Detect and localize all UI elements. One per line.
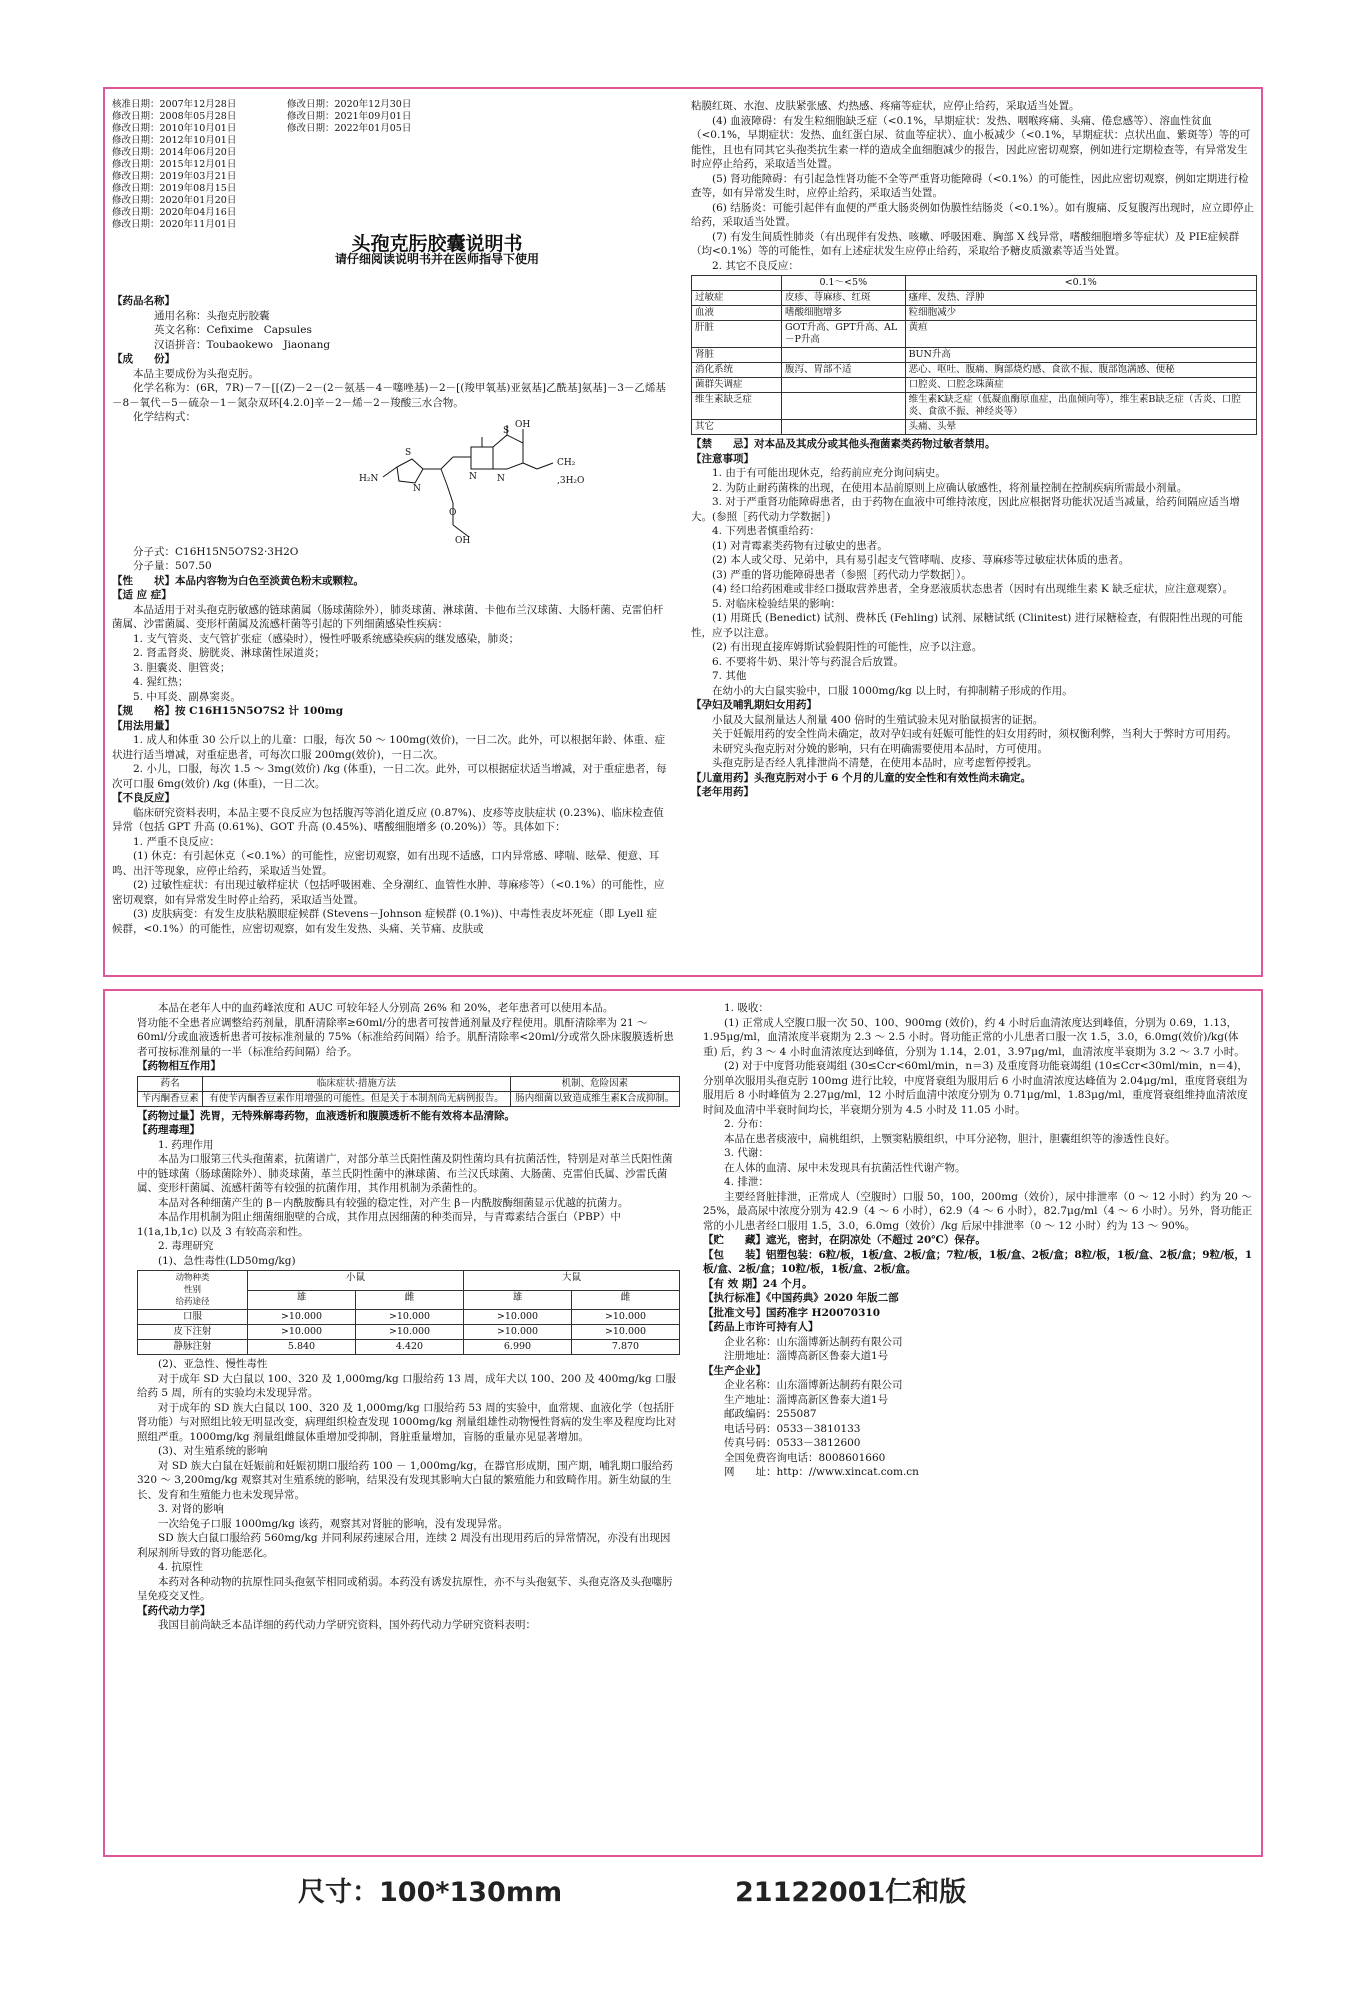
section-heading: 【禁 忌】对本品及其成分或其他头孢菌素类药物过敏者禁用。 <box>691 438 996 450</box>
paragraph: 对 SD 族大白鼠在妊娠前和妊娠初期口服给药 100 － 1,000mg/kg，在器官形成期，围产期，哺乳期口服给药 320 ～ 3,200mg/kg 观察其对生殖系统的影响，结果没有发现其影响大白鼠的繁殖能力和致畸作用。新生幼鼠的生长、发育和生殖能力也未发现异常。 <box>137 1459 673 1501</box>
paragraph: 小鼠及大鼠剂量达人剂量 400 倍时的生殖试验未见对胎鼠损害的证据。 <box>712 713 1044 726</box>
paragraph: 6. 不要将牛奶、果汁等与药混合后放置。 <box>712 655 904 668</box>
section-heading: 【执行标准】《中国药典》2020 年版二部 <box>703 1292 899 1304</box>
revision-date: 修改日期：2020年04月16日 <box>112 207 237 218</box>
revision-date: 修改日期：2010年10月01日 <box>112 123 237 134</box>
corner-label: 性别 <box>183 1285 201 1295</box>
version-label: 21122001仁和版 <box>735 1877 967 1908</box>
table-header-cell: 机制、危险因素 <box>510 1076 679 1091</box>
svg-text:H₂N: H₂N <box>359 473 379 484</box>
paragraph: 本品主要成份为头孢克肟。 <box>133 367 259 380</box>
paragraph: 5. 中耳炎、副鼻窦炎。 <box>133 690 241 703</box>
svg-text:OH: OH <box>515 419 531 430</box>
revision-date: 修改日期：2020年12月30日 <box>287 99 412 110</box>
revision-date <box>287 147 477 159</box>
paragraph: 1. 支气管炎、支气管扩张症（感染时），慢性呼吸系统感染疾病的继发感染，肺炎； <box>133 632 520 645</box>
paragraph: 对于成年 SD 大白鼠以 100、320 及 1,000mg/kg 口服给药 13 周，成年犬以 100、200 及 400mg/kg 口服给药 5 周，所有的实验均未发现异常。 <box>137 1372 676 1399</box>
table-cell <box>782 420 906 435</box>
paragraph: (2) 过敏性症状：有出现过敏样症状（包括呼吸困难、全身潮红、血管性水肿、荨麻疹等）（<0.1%）的可能性，应密切观察，如有异常发生时停止给药，采取适当处置。 <box>112 879 665 906</box>
paragraph: 2. 其它不良反应： <box>712 259 799 272</box>
table-cell: 血液 <box>692 306 782 321</box>
corner-label: 给药途径 <box>175 1297 210 1307</box>
revision-date <box>287 195 477 207</box>
paragraph: 本药对各种动物的抗原性同头孢氨苄相同或稍弱。本药没有诱发抗原性，亦不与头孢氨苄、头孢克洛及头孢噻肟呈免疫交叉性。 <box>137 1575 673 1602</box>
paragraph: 在人体的血清、尿中未发现具有抗菌活性代谢产物。 <box>724 1161 966 1174</box>
document-title: 头孢克肟胶囊说明书 <box>351 233 523 255</box>
paragraph: 未研究头孢克肟对分娩的影响，只有在明确需要使用本品时，方可使用。 <box>712 742 1048 755</box>
svg-text:N: N <box>497 473 505 484</box>
paragraph: (2) 对于中度肾功能衰竭组 (30≤Ccr<60ml/min，n＝3) 及重度肾功能衰竭组 (10≤Ccr<30ml/min，n＝4)，分别单次服用头孢克肟 100mg 进行比较，中度肾衰组为服用后 6 小时血清浓度达峰值为 2.04μg/ml，重度肾衰组为服用后 8 小时峰值为 2.27μg/ml，12 小时后血清中浓度分别为 0.71μg/ml，1.83μg/ml，重度肾衰组维持血清浓度时间及血清中半衰时间均长，半衰期分别为 4.5 小时及 11.05 小时。 <box>703 1060 1248 1116</box>
table-cell: 肝脏 <box>692 321 782 348</box>
table-cell: 肾脏 <box>692 348 782 363</box>
paragraph: 1. 成人和体重 30 公斤以上的儿童：口服，每次 50 ～ 100mg(效价)，一日二次。此外，可以根据年龄、体重、症状进行适当增减，对重症患者，可每次口服 200mg(效价)，一日二次。 <box>112 734 666 761</box>
paragraph: 4. 抗原性 <box>158 1561 203 1573</box>
paragraph: 2. 分布： <box>724 1118 769 1130</box>
table-row <box>692 321 1257 348</box>
revision-date: 修改日期：2021年09月01日 <box>287 111 412 122</box>
paragraph: 本品适用于对头孢克肟敏感的链球菌属（肠球菌除外），肺炎球菌、淋球菌、卡他布兰汉球菌、大肠杆菌、克雷伯杆菌属、沙雷菌属、变形杆菌属及流感杆菌等引起的下列细菌感染性疾病： <box>112 603 664 630</box>
table-cell: 皮下注射 <box>138 1325 248 1340</box>
revision-date: 修改日期：2012年10月01日 <box>112 135 237 146</box>
table-cell <box>782 393 906 420</box>
paragraph: 生产地址：淄博高新区鲁泰大道1号 <box>724 1393 889 1406</box>
table-cell: 恶心、呕吐、腹痛、胸部烧灼感、食欲不振、腹部饱满感、便秘 <box>905 363 1256 378</box>
paragraph: 1. 吸收： <box>724 1002 769 1014</box>
adverse-reactions-continued <box>691 99 1257 273</box>
table-cell: >10.000 <box>572 1325 680 1340</box>
corner-label: 动物种类 <box>175 1273 210 1283</box>
table-cell <box>782 378 906 393</box>
table-row <box>138 1310 680 1325</box>
section-heading: 【性 状】本品内容物为白色至淡黄色粉末或颗粒。 <box>112 574 364 587</box>
section-heading: 【成 份】 <box>112 353 175 365</box>
table-cell: 菌群失调症 <box>692 378 782 393</box>
paragraph: 全国免费咨询电话：8008601660 <box>724 1451 886 1464</box>
paragraph: 1. 严重不良反应： <box>133 835 220 848</box>
paragraph: 企业名称：山东淄博新达制药有限公司 <box>724 1379 903 1391</box>
revision-date <box>287 183 477 195</box>
table-row <box>692 291 1257 306</box>
table-cell: 维生素K缺乏症（低凝血酶原血症，出血倾向等），维生素B缺乏症（舌炎、口腔炎、食欲不振、神经炎等） <box>905 393 1256 420</box>
paragraph: (1) 正常成人空腹口服一次 50、100、900mg (效价)，约 4 小时后血清浓度达到峰值，分别为 0.69，1.13，1.95μg/ml，血清浓度半衰期为 2.3 ～ 2.5 小时。肾功能正常的小儿患者口服一次 1.5，3.0，6.0mg(效价)/kg(体重) 后，约 3 ～ 4 小时血清浓度达到峰值，分别为 1.14，2.01，3.97μg/ml，血清浓度半衰期为 3.2 ～ 3.7 小时。 <box>703 1016 1245 1058</box>
table-cell: 有使苄丙酮香豆素作用增强的可能性。但是关于本制剂尚无病例报告。 <box>203 1091 510 1106</box>
table-row <box>692 420 1257 435</box>
section-heading: 【用法用量】 <box>112 719 175 732</box>
paragraph: 5. 对临床检验结果的影响： <box>712 597 841 610</box>
paragraph: 企业名称：山东淄博新达制药有限公司 <box>724 1335 903 1348</box>
adverse-reaction-table <box>691 275 1257 435</box>
table-cell: >10.000 <box>356 1325 464 1340</box>
table-cell: 6.990 <box>464 1340 572 1355</box>
revision-date: 修改日期：2008年05月28日 <box>112 111 237 122</box>
revision-date: 修改日期：2020年11月01日 <box>112 219 237 230</box>
table-cell: >10.000 <box>248 1310 356 1325</box>
table-header-cell <box>692 276 782 291</box>
paragraph: 通用名称：头孢克肟胶囊 <box>154 309 270 322</box>
section-heading: 【药物过量】洗胃，无特殊解毒药物，血液透析和腹膜透析不能有效将本品清除。 <box>137 1109 515 1122</box>
overdose-and-pharmacology <box>137 1109 680 1269</box>
section-heading: 【有 效 期】24 个月。 <box>703 1277 813 1290</box>
section-heading: 【不良反应】 <box>112 792 175 804</box>
column-3 <box>137 1001 680 1633</box>
table-header-cell: 雌 <box>572 1290 680 1310</box>
section-heading: 【贮 藏】遮光，密封，在阴凉处（不超过 20℃）保存。 <box>703 1234 986 1246</box>
table-header-cell: 雌 <box>356 1290 464 1310</box>
paragraph: (1) 休克：有引起休克（<0.1%）的可能性，应密切观察，如有出现不适感，口内异常感、哮喘、眩晕、便意、耳鸣、出汗等现象，应停止给药，采取适当处置。 <box>112 850 660 877</box>
chemical-structure <box>112 419 667 546</box>
paragraph: 4. 下列患者慎重给药： <box>712 525 820 537</box>
paragraph: 3. 代谢： <box>724 1147 769 1159</box>
paragraph: (6) 结肠炎：可能引起伴有血便的严重大肠炎例如伪膜性结肠炎（<0.1%）。如有腹痛、反复腹泻出现时，应立即停止给药，采取适当处置。 <box>691 201 1254 228</box>
svg-text:O: O <box>449 507 457 518</box>
paragraph: 本品对各种细菌产生的 β－内酰胺酶具有较强的稳定性，对产生 β－内酰胺酶细菌显示优越的抗菌力。 <box>158 1196 629 1209</box>
table-row <box>138 1091 680 1106</box>
revision-date: 修改日期：2019年08月15日 <box>112 183 237 194</box>
table-cell: 口服 <box>138 1310 248 1325</box>
paragraph: 2. 肾盂肾炎、膀胱炎、淋球菌性尿道炎； <box>133 647 325 659</box>
table-header-cell: 临床症状·措施方法 <box>203 1076 510 1091</box>
table-header-cell: 雄 <box>464 1290 572 1310</box>
table-cell: 头痛、头晕 <box>905 420 1256 435</box>
revision-date: 核准日期：2007年12月28日 <box>112 99 237 110</box>
table-cell: 皮疹、荨麻疹、红斑 <box>782 291 906 306</box>
paragraph: 本品作用机制为阻止细菌细胞壁的合成，其作用点因细菌的种类而异，与青霉素结合蛋白（PBP）中 1(1a,1b,1c) 以及 3 有较高亲和性。 <box>137 1211 621 1238</box>
svg-text:S: S <box>405 447 412 458</box>
table-header-cell: 雄 <box>248 1290 356 1310</box>
paragraph: (7) 有发生间质性肺炎（有出现伴有发热、咳嗽、呼吸困难、胸部 X 线异常，嗜酸细胞增多等症状）及 PIE症候群（均<0.1%）等的可能性，如有上述症状发生应停止给药，采取给予糖皮质激素等适当处置。 <box>691 230 1240 257</box>
table-cell: 5.840 <box>248 1340 356 1355</box>
paragraph: 传真号码：0533－3812600 <box>724 1437 861 1449</box>
section-heading: 【药理毒理】 <box>137 1124 200 1136</box>
revision-date <box>287 171 477 183</box>
table-cell: >10.000 <box>464 1310 572 1325</box>
revision-date <box>287 207 477 219</box>
table-cell: 黄疸 <box>905 321 1256 348</box>
column-4 <box>703 1001 1253 1480</box>
paragraph: (2)、亚急性、慢性毒性 <box>158 1358 268 1370</box>
paragraph: 在幼小的大白鼠实验中，口服 1000mg/kg 以上时，有抑制精子形成的作用。 <box>712 684 1073 697</box>
paragraph: 4. 猩红热； <box>133 676 189 688</box>
paragraph: (1) 对青霉素类药物有过敏史的患者。 <box>712 539 888 552</box>
revision-date: 修改日期：2020年01月20日 <box>112 195 237 206</box>
paragraph: 注册地址：淄博高新区鲁泰大道1号 <box>724 1350 889 1362</box>
table-cell: 口腔炎、口腔念珠菌症 <box>905 378 1256 393</box>
table-header-cell: 药名 <box>138 1076 203 1091</box>
table-cell: 维生素缺乏症 <box>692 393 782 420</box>
paragraph: 3. 对于严重肾功能障碍患者，由于药物在血液中可维持浓度，因此应根据肾功能状况适当减量，给药间隔应适当增大。(参照［药代动力学数据］) <box>691 496 1240 523</box>
section-heading: 【包 装】铝塑包装：6粒/板，1板/盒、2板/盒；7粒/板，1板/盒、2板/盒；8粒/板，1板/盒、2板/盒；9粒/板，1板/盒、2板/盒；10粒/板，1板/盒、2板/盒。 <box>703 1248 1253 1275</box>
paragraph: 3. 胆囊炎、胆管炎； <box>133 661 231 674</box>
table-cell: 瘙痒、发热、浮肿 <box>905 291 1256 306</box>
paragraph: 本品在患者痰液中，扁桃组织，上颚窦粘膜组织，中耳分泌物，胆汁，胆囊组织等的渗透性良好。 <box>724 1132 1176 1145</box>
leaflet-page-1 <box>103 87 1263 977</box>
paragraph: 电话号码：0533－3810133 <box>724 1422 861 1435</box>
table-cell: 苄丙酮香豆素 <box>138 1091 203 1106</box>
svg-text:S: S <box>503 425 510 436</box>
section-heading: 【药代动力学】 <box>137 1604 211 1617</box>
column-2 <box>691 99 1257 800</box>
svg-text:,3H₂O: ,3H₂O <box>557 475 585 486</box>
paragraph: 1. 由于有可能出现休克，给药前应充分询问病史。 <box>712 467 946 479</box>
paragraph: 分子量：507.50 <box>133 560 212 572</box>
revision-date: 修改日期：2019年03月21日 <box>112 171 237 182</box>
table-cell: >10.000 <box>248 1325 356 1340</box>
paragraph: 分子式：C16H15N5O7S2·3H2O <box>133 545 299 558</box>
table-cell: >10.000 <box>356 1310 464 1325</box>
table-row <box>692 378 1257 393</box>
paragraph: (3)、对生殖系统的影响 <box>158 1445 268 1457</box>
svg-text:CH₂: CH₂ <box>557 457 576 468</box>
table-cell: 消化系统 <box>692 363 782 378</box>
paragraph: SD 族大白鼠口服给药 560mg/kg 并同利尿药速尿合用，连续 2 周没有出现用药后的异常情况，亦没有出现因利尿剂所导致的肾功能恶化。 <box>137 1532 671 1559</box>
paragraph: 化学结构式： <box>133 411 196 423</box>
paragraph: 本品为口服第三代头孢菌素，抗菌谱广，对部分革兰氏阳性菌及阴性菌均具有抗菌活性，特别是对革兰氏阳性菌中的链球菌（肠球菌除外）、肺炎球菌，革兰氏阴性菌中的淋球菌、布兰汉氏球菌、大肠菌、克雷伯氏属、沙雷氏菌属、变形杆菌属、流感杆菌等有较强的抗菌作用，其作用机制为杀菌性的。 <box>137 1153 673 1194</box>
section-heading: 【生产企业】 <box>703 1364 766 1377</box>
section-heading: 【药品名称】 <box>112 295 175 307</box>
section-heading: 【儿童用药】头孢克肟对小于 6 个月的儿童的安全性和有效性尚未确定。 <box>691 771 1032 784</box>
paragraph: (4) 经口给药困难或非经口摄取营养患者，全身恶液质状态患者（因时有出现维生素 K 缺乏症状，应注意观察）。 <box>712 583 1233 595</box>
elderly-use-and-interactions <box>137 1001 680 1074</box>
table-row <box>692 306 1257 321</box>
table-header-cell: 大鼠 <box>464 1271 680 1291</box>
paragraph: 网 址：http：//www.xincat.com.cn <box>724 1466 919 1478</box>
revision-history <box>112 99 482 231</box>
table-row <box>692 363 1257 378</box>
paragraph: 2. 为防止耐药菌株的出现，在使用本品前原则上应确认敏感性，将剂量控制在控制疾病所需最小剂量。 <box>712 481 1188 494</box>
table-corner-cell <box>138 1271 248 1310</box>
section-heading: 【规 格】按 C16H15N5O7S2 计 100mg <box>112 705 344 717</box>
paragraph: 2. 小儿，口服，每次 1.5 ～ 3mg(效价) /kg (体重)，一日二次。此外，可以根据症状适当增减，对于重症患者，每次可口服 6mg(效价) /kg (体重)，一日二次。 <box>112 763 667 790</box>
table-cell: >10.000 <box>464 1325 572 1340</box>
paragraph: 7. 其他 <box>712 670 747 682</box>
leaflet-page-2 <box>103 989 1263 1857</box>
section-name-composition <box>112 294 667 425</box>
table-header-cell: <0.1% <box>905 276 1256 291</box>
paragraph: 邮政编码：255087 <box>724 1408 817 1420</box>
sections-indications-dosage-adverse <box>112 545 667 937</box>
paragraph: 2. 毒理研究 <box>158 1240 214 1252</box>
table-cell: 其它 <box>692 420 782 435</box>
table-cell <box>782 348 906 363</box>
table-row <box>692 393 1257 420</box>
paragraph: 本品在老年人中的血药峰浓度和 AUC 可较年轻人分别高 26% 和 20%，老年患者可以使用本品。 <box>158 1002 614 1014</box>
paragraph: 4. 排泄： <box>724 1176 769 1188</box>
paragraph: 化学名称为：(6R，7R)－7－[[(Z)－2－(2－氨基－4－噻唑基)－2－[(羧甲氧基)亚氨基]乙酰基]氨基]－3－乙烯基－8－氧代－5－硫杂－1－氮杂双环[4.2.0]辛－2－烯－2－羧酸三水合物。 <box>112 382 666 409</box>
paragraph: 3. 对肾的影响 <box>158 1503 224 1515</box>
table-cell: 粒细胞减少 <box>905 306 1256 321</box>
paragraph: (3) 皮肤病变：有发生皮肤粘膜眼症候群 (Stevens－Johnson 症候群 (0.1%))、中毒性表皮坏死症（即 Lyell 症候群，<0.1%）的可能性，应密切观察，如有发生发热、头痛、关节痛、皮肤或 <box>112 908 658 935</box>
svg-text:OH: OH <box>455 535 471 546</box>
paragraph: 一次给兔子口服 1000mg/kg 该药，观察其对肾脏的影响，没有发现异常。 <box>158 1517 509 1530</box>
table-cell: 肠内细菌以致造成维生素K合成抑制。 <box>510 1091 679 1106</box>
size-label: 尺寸：100*130mm <box>298 1877 563 1908</box>
paragraph: 临床研究资料表明，本品主要不良反应为包括腹泻等消化道反应 (0.87%)、皮疹等皮肤症状 (0.23%)、临床检查值异常（包括 GPT 升高 (0.61%)、GOT 升高 (0.45%)、嗜酸细胞增多 (0.20%)）等。具体如下： <box>112 806 664 833</box>
table-row <box>692 348 1257 363</box>
acute-toxicity-table <box>137 1270 680 1355</box>
document-subtitle: 请仔细阅读说明书并在医师指导下使用 <box>334 251 539 266</box>
table-row <box>138 1325 680 1340</box>
revision-date: 修改日期：2022年01月05日 <box>287 123 412 134</box>
table-cell: >10.000 <box>572 1310 680 1325</box>
table-cell: 嗜酸细胞增多 <box>782 306 906 321</box>
paragraph: (4) 血液障碍：有发生粒细胞缺乏症（<0.1%，早期症状：发热、咽喉疼痛、头痛、倦怠感等）、溶血性贫血（<0.1%，早期症状：发热、血红蛋白尿、贫血等症状）、血小板减少（<0.1%，早期症状：点状出血、紫斑等）等的可能性，且也有同其它头孢类抗生素一样的造成全血细胞减少的报告，因此应密切观察，例如进行定期检查等，有异常发生时应停止给药，采取适当处置。 <box>691 114 1251 170</box>
paragraph: 粘膜红斑、水泡、皮肤紧张感、灼热感、疼痛等症状，应停止给药，采取适当处置。 <box>691 100 1080 112</box>
paragraph: (5) 肾功能障碍：有引起急性肾功能不全等严重肾功能障碍（<0.1%）的可能性，因此应密切观察，例如定期进行检查等，如有异常发生时，应停止给药，采取适当处置。 <box>691 172 1249 199</box>
paragraph: 汉语拼音：Toubaokewo Jiaonang <box>154 338 331 351</box>
table-header-cell: 小鼠 <box>248 1271 464 1291</box>
paragraph: 头孢克肟是否经人乳排泄尚不清楚，在使用本品时，应考虑暂停授乳。 <box>712 757 1038 769</box>
paragraph: 英文名称：Cefixime Capsules <box>154 324 312 336</box>
paragraph: (2) 有出现直接库姆斯试验假阳性的可能性，应予以注意。 <box>712 641 983 653</box>
section-heading: 【孕妇及哺乳期妇女用药】 <box>691 699 817 711</box>
revision-date: 修改日期：2015年12月01日 <box>112 159 237 170</box>
paragraph: 1. 药理作用 <box>158 1138 214 1151</box>
section-heading: 【批准文号】国药准字 H20070310 <box>703 1306 881 1319</box>
pharmacokinetics-and-product-info <box>703 1001 1253 1480</box>
paragraph: (1) 用斑氏 (Benedict) 试剂、费林氏 (Fehling) 试剂、尿糖试纸 (Clinitest) 进行尿糖检查，有假阳性出现的可能性，应予以注意。 <box>691 612 1243 639</box>
paragraph: 对于成年的 SD 族大白鼠以 100、320 及 1,000mg/kg 口服给药 53 周的实验中，血常规、血液化学（包括肝肾功能）与对照组比较无明显改变，病理组织检查发现 1000mg/kg 剂量组雄性动物慢性肾病的发生率及程度均比对照组严重。1000mg/kg 剂量组雌鼠体重增加受抑制，肾脏重量增加，盲肠的重量亦见显著增加。 <box>137 1401 677 1443</box>
revision-date <box>287 219 477 231</box>
table-cell: GOT升高、GPT升高、AL－P升高 <box>782 321 906 348</box>
paragraph: 关于妊娠用药的安全性尚未确定，故对孕妇或有妊娠可能性的妇女用药时，须权衡利弊，当利大于弊时方可用药。 <box>712 728 1237 740</box>
table-row <box>138 1340 680 1355</box>
table-cell: 4.420 <box>356 1340 464 1355</box>
table-cell: BUN升高 <box>905 348 1256 363</box>
paragraph: 我国目前尚缺乏本品详细的药代动力学研究资料，国外药代动力学研究资料表明： <box>158 1619 536 1631</box>
paragraph: (3) 严重的肾功能障碍患者（参照［药代动力学数据］）。 <box>712 568 972 581</box>
structure-diagram <box>357 419 585 546</box>
svg-text:N: N <box>413 483 421 494</box>
paragraph: 主要经肾脏排泄，正常成人（空腹时）口服 50，100，200mg（效价），尿中排泄率（0 ～ 12 小时）约为 20 ～ 25%，最高尿中浓度分别为 42.9（4 ～ 6 小时），62.9（4 ～ 6 小时），82.7μg/ml（4 ～ 6 小时）。另外，肾功能正常的小儿患者经口服用 1.5，3.0，6.0mg（效价）/kg 后尿中排泄率（0 ～ 12 小时）约为 13 ～ 90%。 <box>703 1190 1253 1232</box>
table-cell: 静脉注射 <box>138 1340 248 1355</box>
paragraph: 肾功能不全患者应调整给药剂量，肌酐清除率≥60ml/分的患者可按普通剂量及疗程使用。肌酐清除率为 21 ～ 60ml/分或血液透析患者可按标准剂量的 75%（标准给药间隔）给予。肌酐清除率<20ml/分或常久卧床腹膜透析患者可按标准剂量的一半（标准给药间隔）给予。 <box>137 1016 674 1058</box>
paragraph: (2) 本人或父母、兄弟中，具有易引起支气管哮喘、皮疹、荨麻疹等过敏症状体质的患者。 <box>712 554 1130 566</box>
svg-text:N: N <box>469 471 477 482</box>
table-cell: 过敏症 <box>692 291 782 306</box>
section-heading: 【老年用药】 <box>691 786 754 798</box>
table-header-cell: 0.1～<5% <box>782 276 906 291</box>
drug-interaction-table <box>137 1076 680 1107</box>
revision-date <box>287 135 477 147</box>
table-cell: 7.870 <box>572 1340 680 1355</box>
table-cell: 腹泻、胃部不适 <box>782 363 906 378</box>
section-heading: 【药品上市许可持有人】 <box>703 1321 819 1333</box>
revision-date: 修改日期：2014年06月20日 <box>112 147 237 158</box>
section-heading: 【适 应 症】 <box>112 589 172 601</box>
revision-date <box>287 159 477 171</box>
paragraph: (1)、急性毒性(LD50mg/kg) <box>158 1254 296 1267</box>
section-heading: 【药物相互作用】 <box>137 1060 221 1072</box>
section-heading: 【注意事项】 <box>691 452 754 465</box>
sections-contraindications-precautions <box>691 437 1257 800</box>
toxicology-continued <box>137 1357 680 1633</box>
column-1 <box>112 99 667 936</box>
